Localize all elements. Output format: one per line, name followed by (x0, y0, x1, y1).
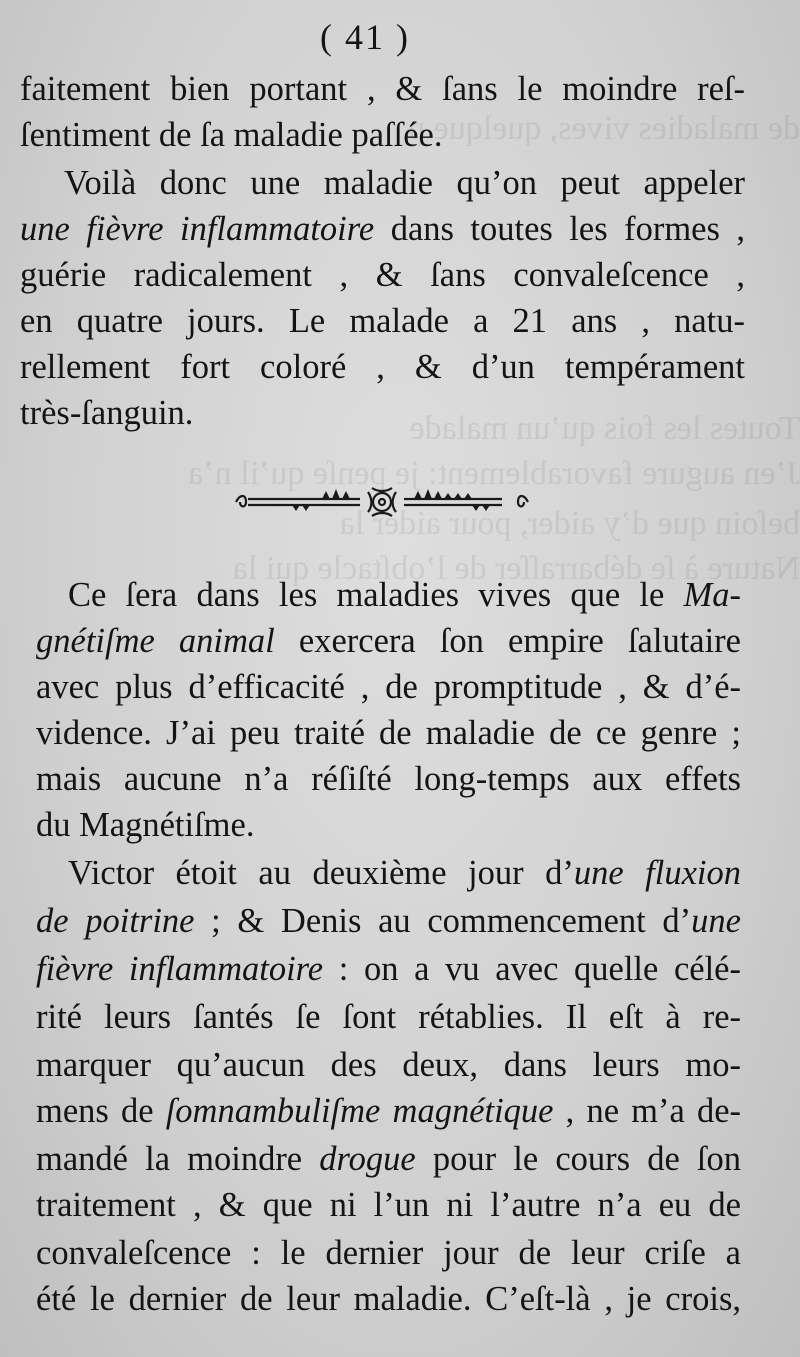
text-line: guérie radicalement , & ſans convaleſcence , (20, 256, 745, 294)
text-segment: ; & Denis au commencement d’ (194, 902, 692, 940)
bleed-through-text: J’en augure favorablement: je penſe qu’il n’a (188, 455, 800, 492)
italic-phrase: drogue (319, 1140, 416, 1178)
text-line: rité leurs ſantés ſe ſont rétablies. Il eſt à re- (36, 998, 741, 1036)
italic-phrase: Ma- (683, 576, 741, 614)
text-line (36, 898, 741, 944)
bleed-through-text: Toutes les fois qu’un malade (409, 410, 800, 447)
page-number: ( 41 ) (320, 17, 410, 57)
text-line: rellement fort coloré , & d’un tempérament (20, 348, 745, 386)
bleed-through-text: Nature à ſe débarraſſer de l’obſtacle qui la (232, 550, 800, 587)
text-segment: Ce ſera dans les maladies vives que le (68, 576, 684, 614)
text-segment: exercera ſon empire ſalutaire (274, 622, 741, 660)
text-segment: : on a vu avec quelle célé- (323, 950, 741, 988)
text-line (68, 572, 741, 618)
italic-phrase: une (691, 902, 741, 940)
text-segment: , ne m’a de- (553, 1092, 742, 1130)
text-line (36, 1088, 741, 1134)
italic-phrase: gnétiſme animal (36, 622, 275, 660)
text-segment: Victor étoit au deuxième jour d’ (68, 854, 574, 892)
text-segment: mens de (36, 1092, 166, 1130)
italic-phrase: une fièvre inflammatoire (20, 210, 375, 248)
text-line: très-ſanguin. (20, 394, 194, 432)
text-line: marquer qu’aucun des deux, dans leurs mo- (36, 1046, 741, 1084)
italic-phrase: une fluxion (573, 854, 741, 892)
text-line: du Magnétiſme. (36, 806, 255, 844)
text-line (36, 1136, 741, 1182)
text-segment: dans toutes les formes , (374, 210, 745, 248)
text-line: traitement , & que ni l’un ni l’autre n’a eu de (36, 1186, 741, 1224)
floral-divider-icon (232, 484, 532, 520)
text-segment: mandé la moindre (36, 1140, 320, 1178)
text-line: faitement bien portant , & ſans le moindre reſ- (20, 70, 745, 108)
italic-phrase: ſomnambuliſme magnétique (165, 1092, 554, 1130)
text-line (20, 206, 745, 252)
text-line: mais aucune n’a réſiſté long-temps aux effets (36, 760, 741, 798)
text-line: ſentiment de ſa maladie paſſée. (20, 116, 443, 154)
text-line (36, 946, 741, 992)
text-line: convaleſcence : le dernier jour de leur criſe a (36, 1234, 741, 1272)
bleed-through-text: de maladies vives, quelque p (408, 110, 800, 147)
text-line: Voilà donc une maladie qu’on peut appeler (64, 164, 745, 202)
text-line: été le dernier de leur maladie. C’eſt-là , je crois, (36, 1280, 741, 1318)
italic-phrase: fièvre inflammatoire (36, 950, 324, 988)
text-segment: pour le cours de ſon (415, 1140, 741, 1178)
text-line: en quatre jours. Le malade a 21 ans , natu- (20, 302, 745, 340)
text-line: vidence. J’ai peu traité de maladie de ce genre ; (36, 714, 741, 752)
italic-phrase: de poitrine (36, 902, 195, 940)
text-line (36, 618, 741, 664)
text-line: avec plus d’efficacité , de promptitude , & d’é- (36, 668, 741, 706)
bleed-through-text: beſoin que d’y aider, pour aider la (339, 505, 800, 542)
text-line (68, 850, 741, 896)
